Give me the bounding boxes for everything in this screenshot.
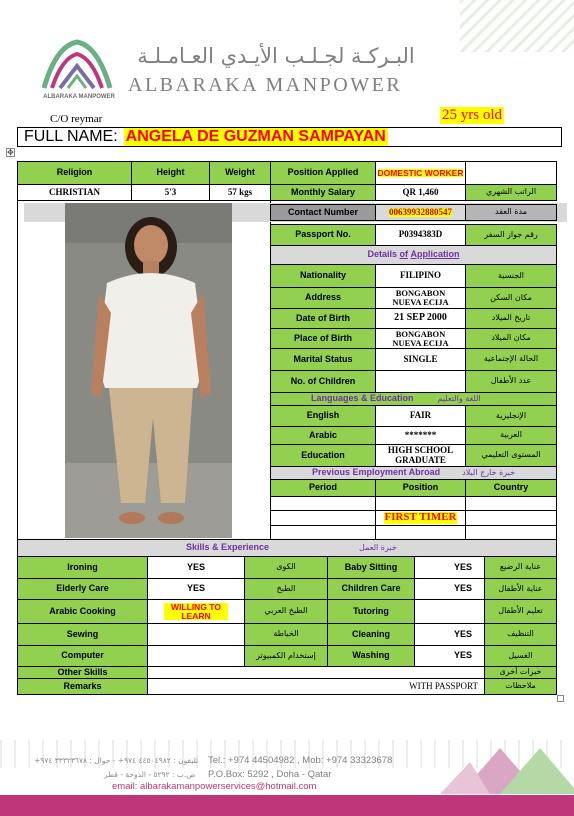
- skill-children-care-value: YES: [414, 578, 485, 600]
- skill-washing-label: Washing: [327, 645, 415, 667]
- logo-caption: ALBARAKA MANPOWER: [43, 94, 115, 100]
- education-label: Education: [270, 444, 376, 467]
- remarks-label: Remarks: [17, 678, 148, 695]
- employment-row-3-country: [465, 525, 557, 540]
- employment-heading: [270, 466, 557, 480]
- skills-heading: [17, 539, 557, 557]
- languages-heading-arabic: اللغة والتعليم: [437, 393, 481, 403]
- english-value: FAIR: [375, 405, 466, 427]
- monthly-salary-arabic: الراتب الشهري: [465, 184, 557, 201]
- skill-washing-value: YES: [414, 645, 485, 667]
- employment-row-2-country: [465, 510, 557, 526]
- contact-number-cell: [375, 204, 466, 221]
- employment-col-position: Position: [375, 479, 466, 497]
- place-of-birth-arabic: مكان الميلاد: [465, 328, 557, 349]
- skill-children-care-arabic: عناية الأطفال: [484, 578, 557, 600]
- skill-baby-sitting-arabic: عناية الرضيع: [484, 556, 557, 579]
- skill-tutoring-arabic: تعليم الأطفال: [484, 599, 557, 624]
- arabic-value: *******: [375, 426, 466, 445]
- employment-row-1-country: [465, 496, 557, 511]
- nationality-label: Nationality: [270, 264, 376, 288]
- marital-status-value: SINGLE: [375, 348, 466, 371]
- footer-contact-line: Tel.: +974 44504982 , Mob: +974 33323678: [208, 755, 393, 766]
- languages-heading: [270, 392, 557, 406]
- passport-arabic: رقم جواز السفر: [465, 224, 557, 246]
- company-name-arabic: البـركـة لجـلـب الأيـدي العـامـلـة: [137, 44, 415, 68]
- religion-label: Religion: [17, 161, 132, 185]
- passport-value: P0394383D: [375, 224, 466, 246]
- skill-ironing-value: YES: [147, 556, 245, 579]
- full-name-colon: :: [113, 128, 118, 145]
- skill-elderly-care-label: Elderly Care: [17, 578, 148, 600]
- details-heading: [270, 245, 557, 265]
- applicant-photo: [65, 203, 232, 538]
- nationality-value: FILIPINO: [375, 264, 466, 288]
- religion-value: CHRISTIAN: [17, 184, 132, 201]
- skill-ironing-label: Ironing: [17, 556, 148, 579]
- employment-row-1-position: [375, 496, 466, 511]
- skill-computer-arabic: إستخدام الكمبيوتر: [244, 645, 328, 667]
- details-heading-pre: Details: [367, 249, 397, 260]
- footer: [0, 740, 574, 816]
- marital-status-label: Marital Status: [270, 348, 376, 371]
- skill-computer-value: [147, 645, 245, 667]
- skill-cleaning-arabic: التنظيف: [484, 623, 557, 646]
- employment-row-2-period: [270, 510, 376, 526]
- skill-elderly-care-value: YES: [147, 578, 245, 600]
- address-label: Address: [270, 287, 376, 309]
- details-heading-of: of: [399, 249, 408, 260]
- skill-sewing-label: Sewing: [17, 623, 148, 646]
- employment-heading-text: Previous Employment Abroad: [311, 467, 441, 478]
- employment-col-period: Period: [270, 479, 376, 497]
- remarks-value: WITH PASSPORT: [147, 678, 485, 695]
- skill-cleaning-label: Cleaning: [327, 623, 415, 646]
- other-skills-label: Other Skills: [17, 666, 148, 679]
- table-resize-handle[interactable]: [557, 695, 564, 702]
- date-of-birth-label: Date of Birth: [270, 308, 376, 329]
- footer-email-link[interactable]: email: albarakamanpowerservices@hotmail.com: [112, 781, 317, 792]
- height-label: Height: [131, 161, 210, 185]
- skill-children-care-label: Children Care: [327, 578, 415, 600]
- skill-tutoring-label: Tutoring: [327, 599, 415, 624]
- position-applied-label: Position Applied: [270, 161, 376, 185]
- table-move-handle[interactable]: ✥: [7, 148, 14, 157]
- weight-value: 57 kgs: [209, 184, 271, 201]
- english-arabic: الإنجليزية: [465, 405, 557, 427]
- employment-row-1-period: [270, 496, 376, 511]
- skill-baby-sitting-label: Baby Sitting: [327, 556, 415, 579]
- languages-heading-text: Languages & Education: [311, 393, 414, 404]
- employment-heading-arabic: خبرة خارج البلاد: [462, 467, 516, 477]
- position-applied-cell: [375, 161, 466, 185]
- footer-decoration: [440, 748, 574, 794]
- skill-arabic-cooking-arabic: الطبخ العربي: [244, 599, 328, 624]
- full-name-label: FULL NAME: [24, 128, 114, 145]
- first-timer-badge: FIRST TIMER: [384, 511, 457, 524]
- arabic-arabic: العربية: [465, 426, 557, 445]
- nationality-arabic: الجنسية: [465, 264, 557, 288]
- company-name: ALBARAKA MANPOWER: [128, 74, 403, 96]
- employment-row-3-period: [270, 525, 376, 540]
- employment-row-2-position: [375, 510, 466, 526]
- address-arabic: مكان السكن: [465, 287, 557, 309]
- contact-number-value: 00639932880547: [389, 206, 452, 217]
- skill-ironing-arabic: الكوى: [244, 556, 328, 579]
- contact-number-label: Contact Number: [270, 204, 376, 221]
- other-skills-arabic: خبرات أخرى: [484, 666, 557, 679]
- skill-baby-sitting-value: YES: [414, 556, 485, 579]
- skill-tutoring-value: [414, 599, 485, 624]
- skill-arabic-cooking-cell: [147, 599, 245, 624]
- position-extra-cell: [465, 161, 557, 185]
- header: [0, 0, 574, 125]
- english-label: English: [270, 405, 376, 427]
- skill-computer-label: Computer: [17, 645, 148, 667]
- contact-number-arabic: مدة العقد: [465, 204, 557, 221]
- height-value: 5'3: [131, 184, 210, 201]
- remarks-arabic: ملاحظات: [484, 678, 557, 695]
- children-value: [375, 370, 466, 393]
- monthly-salary-label: Monthly Salary: [270, 184, 376, 201]
- education-arabic: المستوى التعليمي: [465, 444, 557, 467]
- education-value: HIGH SCHOOL GRADUATE: [375, 444, 466, 467]
- skills-heading-text: Skills & Experience: [186, 542, 270, 553]
- care-of: C/O reymar: [50, 113, 103, 125]
- marital-status-arabic: الحالة الإجتماعية: [465, 348, 557, 371]
- skill-elderly-care-arabic: الطبخ: [244, 578, 328, 600]
- date-of-birth-arabic: تاريخ الميلاد: [465, 308, 557, 329]
- skill-washing-arabic: الغسيل: [484, 645, 557, 667]
- place-of-birth-label: Place of Birth: [270, 328, 376, 349]
- employment-row-3-position: [375, 525, 466, 540]
- arabic-label: Arabic: [270, 426, 376, 445]
- header-pattern: [460, 0, 574, 52]
- children-arabic: عدد الأطفال: [465, 370, 557, 393]
- passport-label: Passport No.: [270, 224, 376, 246]
- skill-cleaning-value: YES: [414, 623, 485, 646]
- date-of-birth-value: 21 SEP 2000: [375, 308, 466, 329]
- skill-sewing-value: [147, 623, 245, 646]
- address-value: BONGABON NUEVA ECIJA: [375, 287, 466, 309]
- skill-arabic-cooking-label: Arabic Cooking: [17, 599, 148, 624]
- skill-arabic-cooking-value: WILLING TO LEARN: [164, 603, 228, 621]
- footer-address-line: P.O.Box: 5292 , Doha - Qatar: [208, 769, 332, 780]
- full-name-bar: [17, 127, 562, 147]
- place-of-birth-value: BONGABON NUEVA ECIJA: [375, 328, 466, 349]
- monthly-salary-value: QR 1,460: [375, 184, 466, 201]
- footer-arabic-line-1: تليفون : ٤٤٥٠٤٩٨٢ ٩٧٤+ - جوال : ٣٣٣٢٣٦٧٨ ٩٧٤+: [34, 756, 199, 765]
- details-heading-post: Application: [410, 249, 460, 260]
- footer-arabic-line-2: ص.ب : ٥٢٩٢ - الدوحة - قطر: [104, 770, 196, 779]
- company-logo: [34, 36, 120, 94]
- employment-col-country: Country: [465, 479, 557, 497]
- children-label: No. of Children: [270, 370, 376, 393]
- skills-heading-arabic: خبرة العمل: [359, 542, 397, 552]
- position-applied-value: DOMESTIC WORKER: [377, 167, 464, 178]
- skill-sewing-arabic: الخياطة: [244, 623, 328, 646]
- full-name-value: ANGELA DE GUZMAN SAMPAYAN: [125, 128, 386, 145]
- age-badge: 25 yrs old: [442, 107, 502, 123]
- footer-pink-bar: [0, 795, 574, 816]
- weight-label: Weight: [209, 161, 271, 185]
